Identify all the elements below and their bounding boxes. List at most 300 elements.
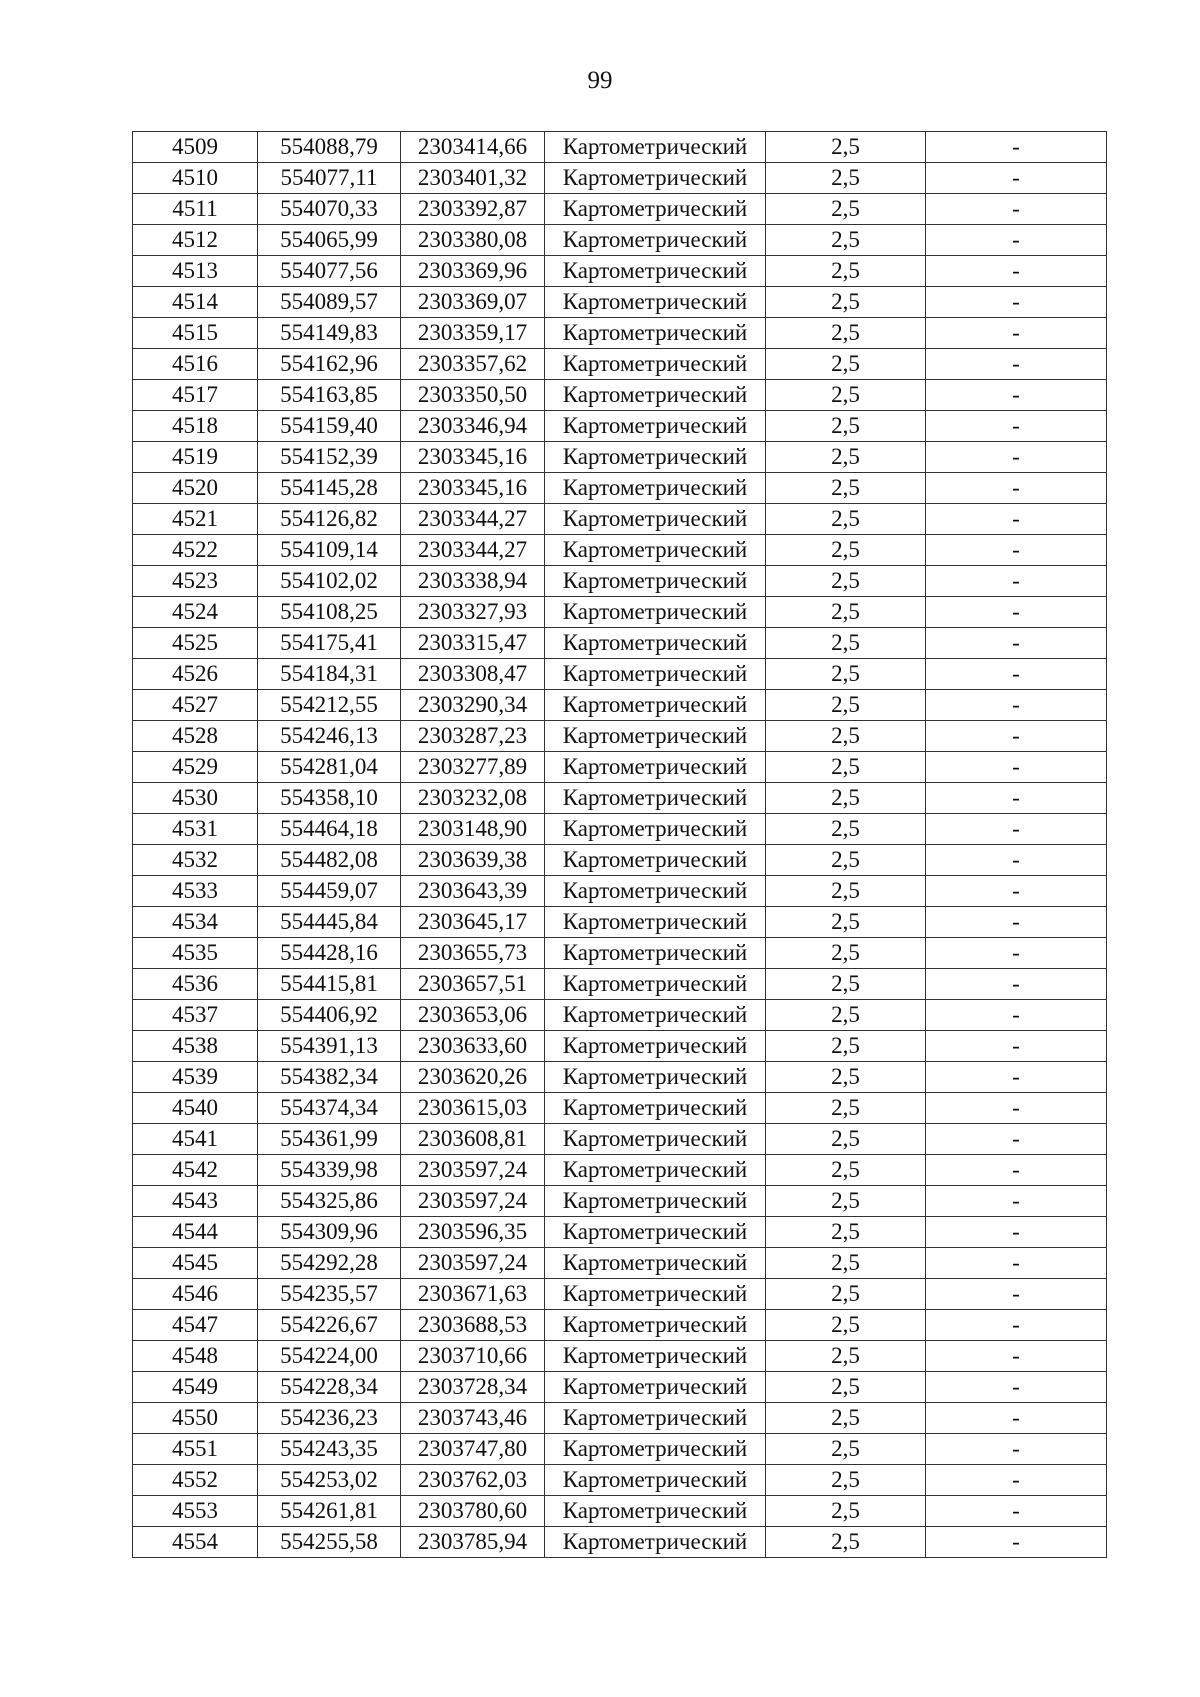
note-cell: - <box>926 194 1107 225</box>
table-row <box>133 783 1107 814</box>
table-row <box>133 628 1107 659</box>
note-cell: - <box>926 1465 1107 1496</box>
point-number-cell: 4544 <box>133 1217 258 1248</box>
y-coordinate-cell: 2303315,47 <box>401 628 545 659</box>
note-cell: - <box>926 225 1107 256</box>
accuracy-cell: 2,5 <box>766 411 926 442</box>
accuracy-cell: 2,5 <box>766 969 926 1000</box>
note-cell: - <box>926 1403 1107 1434</box>
accuracy-cell: 2,5 <box>766 1403 926 1434</box>
method-cell: Картометрический <box>545 1093 766 1124</box>
y-coordinate-cell: 2303633,60 <box>401 1031 545 1062</box>
method-cell: Картометрический <box>545 845 766 876</box>
method-cell: Картометрический <box>545 969 766 1000</box>
point-number-cell: 4510 <box>133 163 258 194</box>
y-coordinate-cell: 2303380,08 <box>401 225 545 256</box>
note-cell: - <box>926 1124 1107 1155</box>
x-coordinate-cell: 554459,07 <box>258 876 401 907</box>
point-number-cell: 4554 <box>133 1527 258 1558</box>
x-coordinate-cell: 554235,57 <box>258 1279 401 1310</box>
method-cell: Картометрический <box>545 628 766 659</box>
method-cell: Картометрический <box>545 597 766 628</box>
point-number-cell: 4541 <box>133 1124 258 1155</box>
accuracy-cell: 2,5 <box>766 535 926 566</box>
method-cell: Картометрический <box>545 783 766 814</box>
method-cell: Картометрический <box>545 1496 766 1527</box>
point-number-cell: 4546 <box>133 1279 258 1310</box>
point-number-cell: 4537 <box>133 1000 258 1031</box>
accuracy-cell: 2,5 <box>766 690 926 721</box>
x-coordinate-cell: 554175,41 <box>258 628 401 659</box>
note-cell: - <box>926 783 1107 814</box>
y-coordinate-cell: 2303785,94 <box>401 1527 545 1558</box>
x-coordinate-cell: 554309,96 <box>258 1217 401 1248</box>
note-cell: - <box>926 752 1107 783</box>
y-coordinate-cell: 2303671,63 <box>401 1279 545 1310</box>
note-cell: - <box>926 1186 1107 1217</box>
point-number-cell: 4550 <box>133 1403 258 1434</box>
accuracy-cell: 2,5 <box>766 349 926 380</box>
method-cell: Картометрический <box>545 256 766 287</box>
note-cell: - <box>926 1217 1107 1248</box>
note-cell: - <box>926 349 1107 380</box>
y-coordinate-cell: 2303392,87 <box>401 194 545 225</box>
point-number-cell: 4516 <box>133 349 258 380</box>
x-coordinate-cell: 554358,10 <box>258 783 401 814</box>
y-coordinate-cell: 2303688,53 <box>401 1310 545 1341</box>
note-cell: - <box>926 256 1107 287</box>
point-number-cell: 4509 <box>133 132 258 163</box>
accuracy-cell: 2,5 <box>766 1248 926 1279</box>
method-cell: Картометрический <box>545 1341 766 1372</box>
method-cell: Картометрический <box>545 1186 766 1217</box>
y-coordinate-cell: 2303290,34 <box>401 690 545 721</box>
x-coordinate-cell: 554464,18 <box>258 814 401 845</box>
y-coordinate-cell: 2303338,94 <box>401 566 545 597</box>
method-cell: Картометрический <box>545 1062 766 1093</box>
x-coordinate-cell: 554102,02 <box>258 566 401 597</box>
x-coordinate-cell: 554482,08 <box>258 845 401 876</box>
x-coordinate-cell: 554339,98 <box>258 1155 401 1186</box>
table-row <box>133 256 1107 287</box>
method-cell: Картометрический <box>545 349 766 380</box>
accuracy-cell: 2,5 <box>766 473 926 504</box>
table-row <box>133 1496 1107 1527</box>
y-coordinate-cell: 2303345,16 <box>401 442 545 473</box>
table-row <box>133 1248 1107 1279</box>
point-number-cell: 4542 <box>133 1155 258 1186</box>
method-cell: Картометрический <box>545 442 766 473</box>
point-number-cell: 4539 <box>133 1062 258 1093</box>
point-number-cell: 4538 <box>133 1031 258 1062</box>
method-cell: Картометрический <box>545 1279 766 1310</box>
table-row <box>133 1310 1107 1341</box>
accuracy-cell: 2,5 <box>766 442 926 473</box>
table-row <box>133 225 1107 256</box>
x-coordinate-cell: 554246,13 <box>258 721 401 752</box>
accuracy-cell: 2,5 <box>766 1465 926 1496</box>
x-coordinate-cell: 554226,67 <box>258 1310 401 1341</box>
note-cell: - <box>926 1310 1107 1341</box>
point-number-cell: 4511 <box>133 194 258 225</box>
y-coordinate-cell: 2303747,80 <box>401 1434 545 1465</box>
accuracy-cell: 2,5 <box>766 163 926 194</box>
table-row <box>133 535 1107 566</box>
accuracy-cell: 2,5 <box>766 938 926 969</box>
note-cell: - <box>926 938 1107 969</box>
method-cell: Картометрический <box>545 659 766 690</box>
y-coordinate-cell: 2303344,27 <box>401 535 545 566</box>
point-number-cell: 4532 <box>133 845 258 876</box>
accuracy-cell: 2,5 <box>766 659 926 690</box>
point-number-cell: 4545 <box>133 1248 258 1279</box>
y-coordinate-cell: 2303597,24 <box>401 1155 545 1186</box>
table-row <box>133 1186 1107 1217</box>
table-row <box>133 132 1107 163</box>
table-row <box>133 1341 1107 1372</box>
x-coordinate-cell: 554149,83 <box>258 318 401 349</box>
table-row <box>133 287 1107 318</box>
y-coordinate-cell: 2303639,38 <box>401 845 545 876</box>
accuracy-cell: 2,5 <box>766 1124 926 1155</box>
x-coordinate-cell: 554253,02 <box>258 1465 401 1496</box>
table-row <box>133 1000 1107 1031</box>
accuracy-cell: 2,5 <box>766 597 926 628</box>
y-coordinate-cell: 2303655,73 <box>401 938 545 969</box>
x-coordinate-cell: 554281,04 <box>258 752 401 783</box>
x-coordinate-cell: 554228,34 <box>258 1372 401 1403</box>
x-coordinate-cell: 554145,28 <box>258 473 401 504</box>
y-coordinate-cell: 2303615,03 <box>401 1093 545 1124</box>
method-cell: Картометрический <box>545 535 766 566</box>
method-cell: Картометрический <box>545 194 766 225</box>
note-cell: - <box>926 876 1107 907</box>
note-cell: - <box>926 504 1107 535</box>
table-row <box>133 721 1107 752</box>
note-cell: - <box>926 1527 1107 1558</box>
x-coordinate-cell: 554159,40 <box>258 411 401 442</box>
table-row <box>133 349 1107 380</box>
y-coordinate-cell: 2303657,51 <box>401 969 545 1000</box>
x-coordinate-cell: 554255,58 <box>258 1527 401 1558</box>
accuracy-cell: 2,5 <box>766 132 926 163</box>
table-row <box>133 1124 1107 1155</box>
y-coordinate-cell: 2303350,50 <box>401 380 545 411</box>
x-coordinate-cell: 554236,23 <box>258 1403 401 1434</box>
x-coordinate-cell: 554261,81 <box>258 1496 401 1527</box>
x-coordinate-cell: 554089,57 <box>258 287 401 318</box>
note-cell: - <box>926 132 1107 163</box>
y-coordinate-cell: 2303345,16 <box>401 473 545 504</box>
x-coordinate-cell: 554428,16 <box>258 938 401 969</box>
y-coordinate-cell: 2303357,62 <box>401 349 545 380</box>
point-number-cell: 4551 <box>133 1434 258 1465</box>
y-coordinate-cell: 2303596,35 <box>401 1217 545 1248</box>
accuracy-cell: 2,5 <box>766 1527 926 1558</box>
note-cell: - <box>926 1341 1107 1372</box>
x-coordinate-cell: 554243,35 <box>258 1434 401 1465</box>
x-coordinate-cell: 554109,14 <box>258 535 401 566</box>
x-coordinate-cell: 554224,00 <box>258 1341 401 1372</box>
method-cell: Картометрический <box>545 411 766 442</box>
point-number-cell: 4520 <box>133 473 258 504</box>
y-coordinate-cell: 2303369,07 <box>401 287 545 318</box>
accuracy-cell: 2,5 <box>766 1279 926 1310</box>
accuracy-cell: 2,5 <box>766 287 926 318</box>
note-cell: - <box>926 659 1107 690</box>
table-row <box>133 380 1107 411</box>
accuracy-cell: 2,5 <box>766 225 926 256</box>
point-number-cell: 4531 <box>133 814 258 845</box>
note-cell: - <box>926 287 1107 318</box>
y-coordinate-cell: 2303359,17 <box>401 318 545 349</box>
x-coordinate-cell: 554445,84 <box>258 907 401 938</box>
method-cell: Картометрический <box>545 1248 766 1279</box>
table-row <box>133 1465 1107 1496</box>
y-coordinate-cell: 2303620,26 <box>401 1062 545 1093</box>
table-row <box>133 659 1107 690</box>
note-cell: - <box>926 442 1107 473</box>
x-coordinate-cell: 554077,11 <box>258 163 401 194</box>
point-number-cell: 4549 <box>133 1372 258 1403</box>
point-number-cell: 4512 <box>133 225 258 256</box>
accuracy-cell: 2,5 <box>766 1031 926 1062</box>
note-cell: - <box>926 535 1107 566</box>
accuracy-cell: 2,5 <box>766 1155 926 1186</box>
point-number-cell: 4518 <box>133 411 258 442</box>
table-row <box>133 1062 1107 1093</box>
method-cell: Картометрический <box>545 1434 766 1465</box>
table-row <box>133 504 1107 535</box>
note-cell: - <box>926 814 1107 845</box>
note-cell: - <box>926 163 1107 194</box>
point-number-cell: 4517 <box>133 380 258 411</box>
y-coordinate-cell: 2303414,66 <box>401 132 545 163</box>
method-cell: Картометрический <box>545 721 766 752</box>
table-row <box>133 1217 1107 1248</box>
x-coordinate-cell: 554382,34 <box>258 1062 401 1093</box>
y-coordinate-cell: 2303369,96 <box>401 256 545 287</box>
accuracy-cell: 2,5 <box>766 907 926 938</box>
y-coordinate-cell: 2303780,60 <box>401 1496 545 1527</box>
method-cell: Картометрический <box>545 132 766 163</box>
note-cell: - <box>926 597 1107 628</box>
page-number: 99 <box>587 67 613 94</box>
method-cell: Картометрический <box>545 1372 766 1403</box>
method-cell: Картометрический <box>545 938 766 969</box>
y-coordinate-cell: 2303743,46 <box>401 1403 545 1434</box>
y-coordinate-cell: 2303148,90 <box>401 814 545 845</box>
y-coordinate-cell: 2303728,34 <box>401 1372 545 1403</box>
accuracy-cell: 2,5 <box>766 1341 926 1372</box>
coordinates-table <box>132 131 1107 1558</box>
accuracy-cell: 2,5 <box>766 628 926 659</box>
note-cell: - <box>926 566 1107 597</box>
x-coordinate-cell: 554088,79 <box>258 132 401 163</box>
method-cell: Картометрический <box>545 473 766 504</box>
accuracy-cell: 2,5 <box>766 721 926 752</box>
accuracy-cell: 2,5 <box>766 876 926 907</box>
point-number-cell: 4528 <box>133 721 258 752</box>
method-cell: Картометрический <box>545 814 766 845</box>
note-cell: - <box>926 1279 1107 1310</box>
point-number-cell: 4514 <box>133 287 258 318</box>
method-cell: Картометрический <box>545 1403 766 1434</box>
point-number-cell: 4540 <box>133 1093 258 1124</box>
x-coordinate-cell: 554070,33 <box>258 194 401 225</box>
accuracy-cell: 2,5 <box>766 1000 926 1031</box>
method-cell: Картометрический <box>545 1217 766 1248</box>
note-cell: - <box>926 721 1107 752</box>
point-number-cell: 4527 <box>133 690 258 721</box>
x-coordinate-cell: 554374,34 <box>258 1093 401 1124</box>
point-number-cell: 4530 <box>133 783 258 814</box>
table-row <box>133 473 1107 504</box>
note-cell: - <box>926 1000 1107 1031</box>
y-coordinate-cell: 2303277,89 <box>401 752 545 783</box>
x-coordinate-cell: 554108,25 <box>258 597 401 628</box>
table-row <box>133 597 1107 628</box>
method-cell: Картометрический <box>545 1527 766 1558</box>
x-coordinate-cell: 554162,96 <box>258 349 401 380</box>
x-coordinate-cell: 554415,81 <box>258 969 401 1000</box>
method-cell: Картометрический <box>545 287 766 318</box>
note-cell: - <box>926 690 1107 721</box>
x-coordinate-cell: 554184,31 <box>258 659 401 690</box>
method-cell: Картометрический <box>545 1310 766 1341</box>
accuracy-cell: 2,5 <box>766 318 926 349</box>
method-cell: Картометрический <box>545 876 766 907</box>
point-number-cell: 4552 <box>133 1465 258 1496</box>
accuracy-cell: 2,5 <box>766 1434 926 1465</box>
point-number-cell: 4521 <box>133 504 258 535</box>
y-coordinate-cell: 2303401,32 <box>401 163 545 194</box>
note-cell: - <box>926 380 1107 411</box>
note-cell: - <box>926 473 1107 504</box>
table-row <box>133 814 1107 845</box>
x-coordinate-cell: 554126,82 <box>258 504 401 535</box>
point-number-cell: 4525 <box>133 628 258 659</box>
table-row <box>133 938 1107 969</box>
y-coordinate-cell: 2303346,94 <box>401 411 545 442</box>
y-coordinate-cell: 2303710,66 <box>401 1341 545 1372</box>
table-row <box>133 566 1107 597</box>
method-cell: Картометрический <box>545 907 766 938</box>
method-cell: Картометрический <box>545 225 766 256</box>
method-cell: Картометрический <box>545 566 766 597</box>
method-cell: Картометрический <box>545 752 766 783</box>
note-cell: - <box>926 1496 1107 1527</box>
y-coordinate-cell: 2303597,24 <box>401 1248 545 1279</box>
accuracy-cell: 2,5 <box>766 752 926 783</box>
point-number-cell: 4548 <box>133 1341 258 1372</box>
table-row <box>133 876 1107 907</box>
point-number-cell: 4522 <box>133 535 258 566</box>
y-coordinate-cell: 2303232,08 <box>401 783 545 814</box>
note-cell: - <box>926 969 1107 1000</box>
point-number-cell: 4519 <box>133 442 258 473</box>
method-cell: Картометрический <box>545 1465 766 1496</box>
table-row <box>133 907 1107 938</box>
table-row <box>133 1372 1107 1403</box>
table-row <box>133 969 1107 1000</box>
table-row <box>133 690 1107 721</box>
y-coordinate-cell: 2303645,17 <box>401 907 545 938</box>
accuracy-cell: 2,5 <box>766 1496 926 1527</box>
y-coordinate-cell: 2303643,39 <box>401 876 545 907</box>
accuracy-cell: 2,5 <box>766 1372 926 1403</box>
accuracy-cell: 2,5 <box>766 504 926 535</box>
x-coordinate-cell: 554292,28 <box>258 1248 401 1279</box>
method-cell: Картометрический <box>545 1124 766 1155</box>
x-coordinate-cell: 554065,99 <box>258 225 401 256</box>
point-number-cell: 4534 <box>133 907 258 938</box>
y-coordinate-cell: 2303597,24 <box>401 1186 545 1217</box>
point-number-cell: 4529 <box>133 752 258 783</box>
y-coordinate-cell: 2303344,27 <box>401 504 545 535</box>
point-number-cell: 4535 <box>133 938 258 969</box>
note-cell: - <box>926 1155 1107 1186</box>
accuracy-cell: 2,5 <box>766 1093 926 1124</box>
point-number-cell: 4533 <box>133 876 258 907</box>
point-number-cell: 4536 <box>133 969 258 1000</box>
table-row <box>133 163 1107 194</box>
table-row <box>133 1031 1107 1062</box>
y-coordinate-cell: 2303287,23 <box>401 721 545 752</box>
note-cell: - <box>926 1248 1107 1279</box>
method-cell: Картометрический <box>545 380 766 411</box>
accuracy-cell: 2,5 <box>766 783 926 814</box>
accuracy-cell: 2,5 <box>766 1310 926 1341</box>
coordinates-table-body <box>133 132 1107 1558</box>
method-cell: Картометрический <box>545 163 766 194</box>
note-cell: - <box>926 411 1107 442</box>
y-coordinate-cell: 2303762,03 <box>401 1465 545 1496</box>
table-row <box>133 194 1107 225</box>
note-cell: - <box>926 1434 1107 1465</box>
y-coordinate-cell: 2303308,47 <box>401 659 545 690</box>
accuracy-cell: 2,5 <box>766 1186 926 1217</box>
method-cell: Картометрический <box>545 1155 766 1186</box>
table-row <box>133 845 1107 876</box>
point-number-cell: 4553 <box>133 1496 258 1527</box>
method-cell: Картометрический <box>545 1031 766 1062</box>
x-coordinate-cell: 554163,85 <box>258 380 401 411</box>
table-row <box>133 442 1107 473</box>
accuracy-cell: 2,5 <box>766 380 926 411</box>
point-number-cell: 4513 <box>133 256 258 287</box>
accuracy-cell: 2,5 <box>766 814 926 845</box>
note-cell: - <box>926 1062 1107 1093</box>
method-cell: Картометрический <box>545 318 766 349</box>
accuracy-cell: 2,5 <box>766 845 926 876</box>
table-row <box>133 1434 1107 1465</box>
x-coordinate-cell: 554361,99 <box>258 1124 401 1155</box>
note-cell: - <box>926 1031 1107 1062</box>
method-cell: Картометрический <box>545 690 766 721</box>
note-cell: - <box>926 1372 1107 1403</box>
table-row <box>133 1155 1107 1186</box>
table-row <box>133 1279 1107 1310</box>
accuracy-cell: 2,5 <box>766 1217 926 1248</box>
note-cell: - <box>926 845 1107 876</box>
table-row <box>133 752 1107 783</box>
table-row <box>133 318 1107 349</box>
table-row <box>133 1403 1107 1434</box>
note-cell: - <box>926 628 1107 659</box>
y-coordinate-cell: 2303327,93 <box>401 597 545 628</box>
x-coordinate-cell: 554152,39 <box>258 442 401 473</box>
